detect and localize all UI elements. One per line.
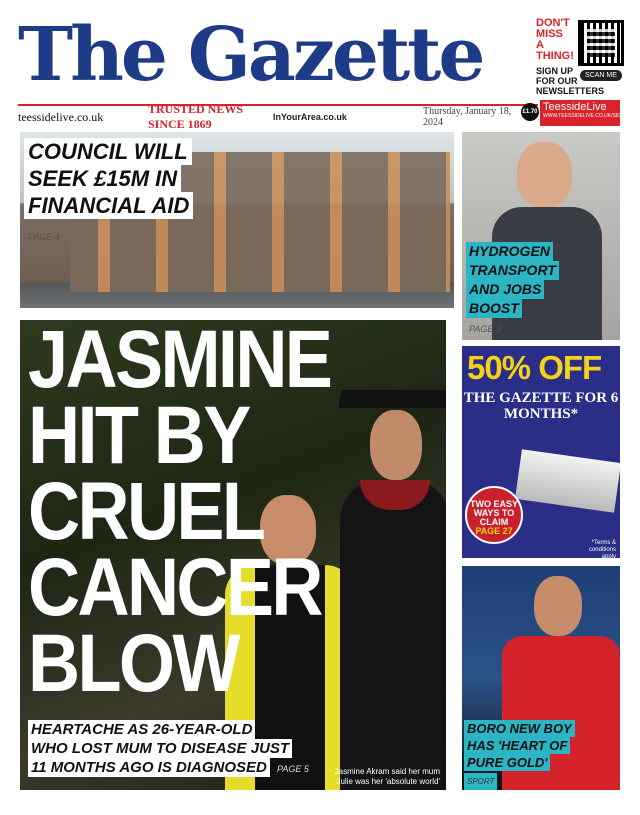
council-line3: FINANCIAL AID: [24, 192, 193, 219]
jasmine-sub2: WHO LOST MUM TO DISEASE JUST: [28, 739, 292, 758]
hydrogen-line3: AND JOBS: [466, 280, 544, 299]
teessidelive-badge-url: WWW.TEESSIDELIVE.CO.UK/SIGNUP: [543, 113, 632, 119]
jasmine-page: PAGE 5: [277, 764, 309, 774]
jasmine-headline: JASMINE HIT BY CRUEL CANCER BLOW: [28, 320, 331, 709]
newsletter-promo[interactable]: [536, 18, 632, 96]
council-story[interactable]: [20, 132, 454, 308]
price-badge: £1.70: [521, 103, 539, 121]
jasmine-sub3: 11 MONTHS AGO IS DIAGNOSED: [28, 758, 270, 777]
inyourarea-logo: InYourArea.co.uk: [273, 112, 347, 122]
hydrogen-line2: TRANSPORT: [466, 261, 559, 280]
jasmine-story[interactable]: [20, 320, 446, 790]
boro-section: SPORT: [464, 773, 497, 790]
masthead-strip: [18, 102, 538, 131]
trusted-tagline: TRUSTED NEWS SINCE 1869: [148, 102, 244, 131]
council-headline: [24, 138, 193, 251]
council-line1: COUNCIL WILL: [24, 138, 192, 165]
promo-dont-miss: DON'T MISS A THING!: [536, 17, 574, 62]
teessidelive-badge-name: TeessideLive: [543, 101, 607, 113]
scan-me-label: SCAN ME: [580, 70, 622, 81]
council-page: PAGE 4: [28, 232, 60, 242]
offer-subheadline: THE GAZETTE FOR 6 MONTHS*: [463, 390, 619, 422]
issue-date: Thursday, January 18, 2024: [423, 106, 512, 128]
photo-caption: Jasmine Akram said her mum Julie was her 'absolute world': [334, 767, 440, 786]
site-url[interactable]: teessidelive.co.uk: [18, 109, 104, 124]
hydrogen-headline: [466, 242, 559, 339]
offer-terms: *Terms & conditions apply: [588, 540, 616, 558]
boro-line2: HAS 'HEART OF: [464, 737, 570, 754]
council-line2: SEEK £15M IN: [24, 165, 181, 192]
claim-page: PAGE 27: [475, 526, 513, 536]
claim-text: TWO EASY WAYS TO CLAIM: [469, 499, 518, 527]
promo-signup: SIGN UP FOR OUR NEWSLETTERS: [536, 66, 605, 96]
boro-headline: [464, 720, 575, 790]
boro-line1: BORO NEW BOY: [464, 720, 575, 737]
boro-story[interactable]: [462, 566, 620, 790]
hydrogen-page: PAGE 3: [469, 324, 501, 334]
boro-line3: PURE GOLD': [464, 754, 550, 771]
offer-headline: 50% OFF: [467, 349, 602, 386]
jasmine-subheadline: [28, 720, 312, 779]
teessidelive-badge[interactable]: [540, 100, 632, 126]
hydrogen-line4: BOOST: [466, 299, 522, 318]
claim-badge[interactable]: [465, 486, 523, 544]
subscription-offer[interactable]: [462, 346, 620, 558]
qr-code-icon[interactable]: [578, 20, 624, 66]
masthead: [18, 10, 528, 105]
jasmine-sub1: HEARTACHE AS 26-YEAR-OLD: [28, 720, 255, 739]
hydrogen-line1: HYDROGEN: [466, 242, 553, 261]
hydrogen-story[interactable]: [462, 132, 620, 340]
newspaper-icon: [515, 449, 620, 512]
newspaper-title: The Gazette: [18, 12, 483, 98]
